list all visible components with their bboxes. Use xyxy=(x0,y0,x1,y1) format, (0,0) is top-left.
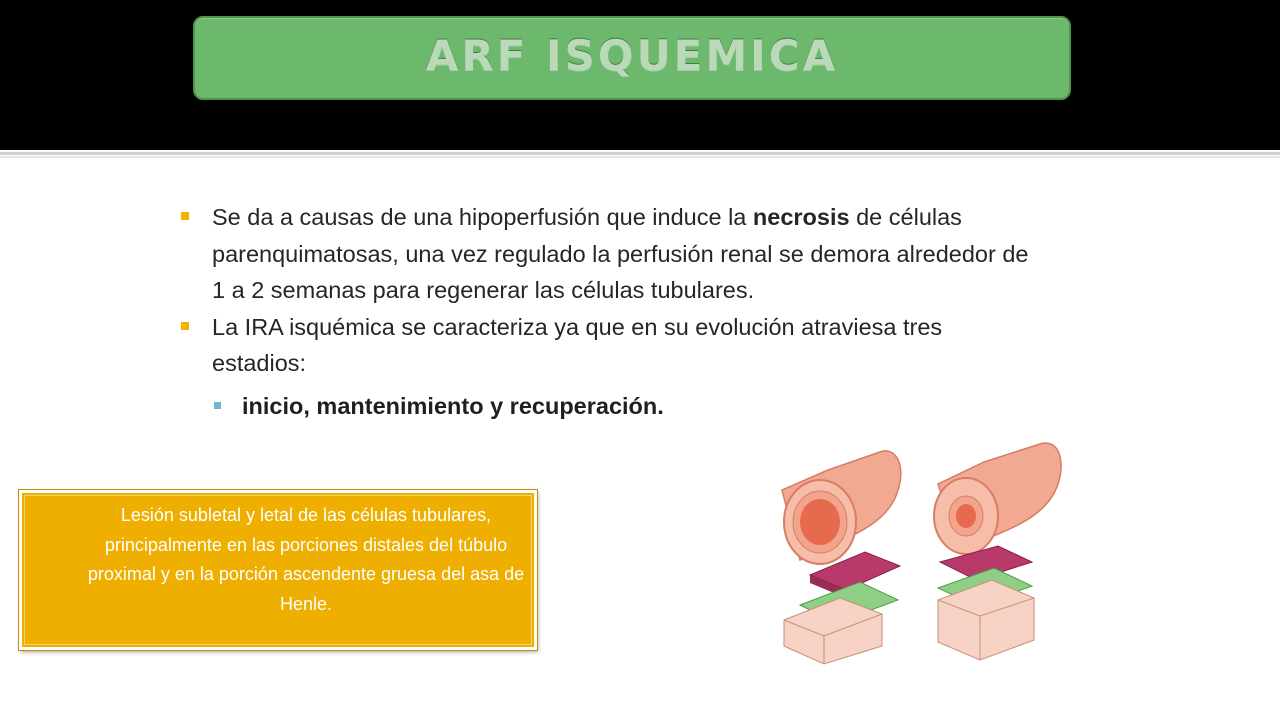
bullet-text-start: Se da a causas de una hipoperfusión que induce la xyxy=(212,204,753,230)
header-divider-secondary xyxy=(0,156,1280,158)
sub-bullet-text: inicio, mantenimiento y recuperación. xyxy=(242,392,664,419)
header-divider xyxy=(0,152,1280,155)
slide-body xyxy=(176,199,1036,424)
note-text: Lesión subletal y letal de las células tubulares, principalmente en las porciones distales del túbulo proximal y en la porción ascendente gruesa del asa de Henle. xyxy=(87,505,525,614)
square-bullet-icon xyxy=(181,212,189,220)
bullet-text-end: de células parenquimatosas, una vez regulado la perfusión renal se demora alrededor de 1 a 2 semanas para regenerar las células tubulares. xyxy=(212,204,1029,303)
vessel-illustration-right xyxy=(934,443,1061,660)
note-callout xyxy=(19,490,537,650)
slide-header xyxy=(0,0,1280,150)
sub-bullet-item xyxy=(176,388,1036,425)
vessel-illustration-left xyxy=(782,451,901,664)
title-banner xyxy=(193,16,1071,100)
bullet-item xyxy=(176,309,1036,382)
blood-vessel-cross-section-icon xyxy=(770,440,1070,665)
square-bullet-icon xyxy=(181,322,189,330)
bullet-item xyxy=(176,199,1036,309)
slide-title: ARF ISQUEMICA xyxy=(425,31,839,80)
bullet-text: La IRA isquémica se caracteriza ya que en su evolución atraviesa tres estadios: xyxy=(212,313,943,376)
bullet-bold-term: necrosis xyxy=(752,204,850,230)
square-sub-bullet-icon xyxy=(214,402,221,409)
